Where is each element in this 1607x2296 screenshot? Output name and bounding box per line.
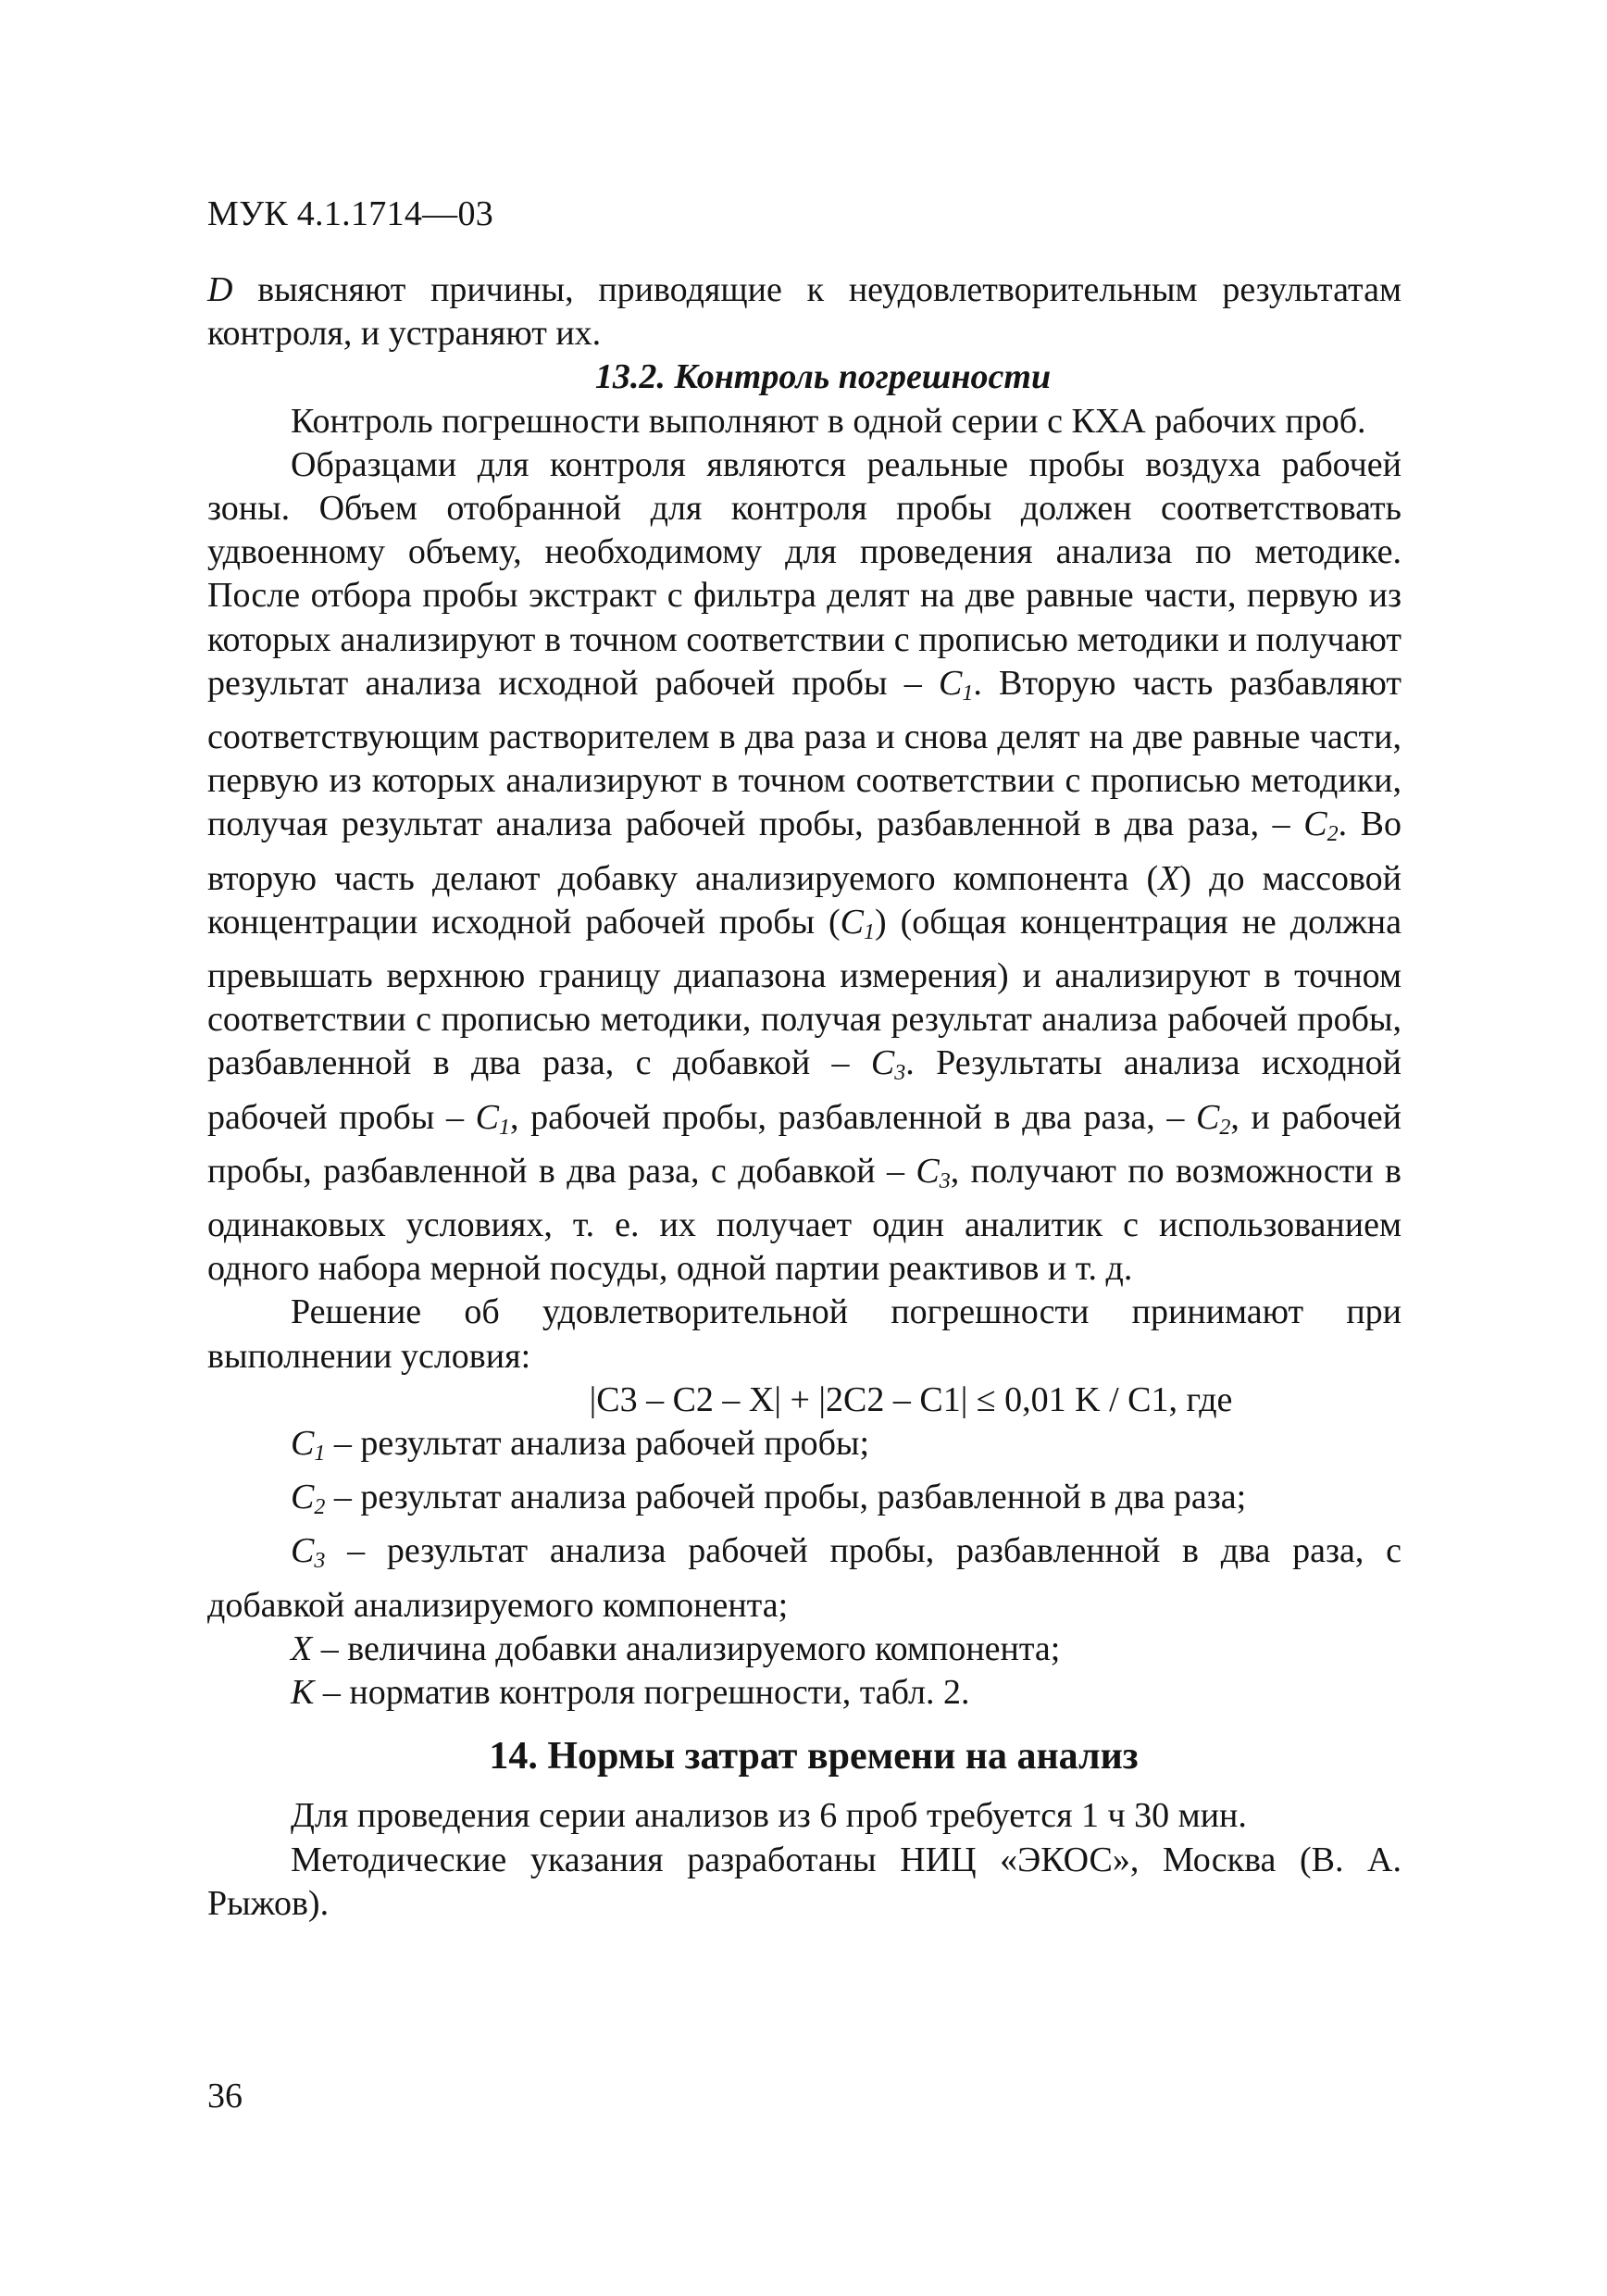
definition-k: K – норматив контроля погрешности, табл. 2. xyxy=(291,1673,970,1713)
definition-c2: $C_2$ – результат анализа рабочей пробы, разбавленной в два раза; xyxy=(291,1478,1247,1520)
definition-c1: $C_1$ – результат анализа рабочей пробы; xyxy=(291,1424,870,1466)
subsection-heading: 13.2. Контроль погрешности xyxy=(594,357,1052,397)
paragraph-authors: Методические указания разработаны НИЦ «ЭКОС», Москва (В. А. Рыжов). xyxy=(207,1840,1401,1923)
paragraph-control-series: Контроль погрешности выполняют в одной серии с КХА рабочих проб. xyxy=(291,401,1366,441)
running-header: МУК 4.1.1714—03 xyxy=(207,194,494,233)
page-content xyxy=(207,268,1401,1926)
paragraph-time-norms: Для проведения серии анализов из 6 проб требуется 1 ч 30 мин. xyxy=(291,1796,1247,1836)
section-heading: 14. Нормы затрат времени на анализ xyxy=(489,1735,1139,1778)
definition-x: X – величина добавки анализируемого компонента; xyxy=(291,1628,1061,1668)
paragraph-text: выясняют причины, приводящие к неудовлетворительным результатам контроля, и устраняют их. xyxy=(207,270,1401,354)
paragraph-continuation xyxy=(207,268,1401,356)
page-number: 36 xyxy=(207,2077,243,2115)
paragraph-decision-condition: Решение об удовлетворительной погрешности принимают при выполнении условия: xyxy=(207,1292,1401,1376)
variable-d: D xyxy=(207,270,233,309)
definition-c3: $C_3$ – результат анализа рабочей пробы, разбавленной в два раза, с добавкой анализируемого компонента; xyxy=(207,1531,1401,1625)
paragraph-control-procedure: Образцами для контроля являются реальные пробы воздуха рабочей зоны. Объем отобранной для контроля пробы должен соответствовать удвоенному объему, необходимому для проведения анализа по методике. После отбора пробы экстракт с фильтра делят на две равные части, первую из которых анализируют в точном соответствии с прописью методики и получают результат анализа исходной рабочей пробы – $C_1$. Вторую часть разбавляют соответствующим растворителем в два раза и снова делят на две равные части, первую из которых анализируют в точном соответствии с прописью методики, получая результат анализа рабочей пробы, разбавленной в два раза, – $C_2$. Во вторую часть делают добавку анализируемого компонента (X) до массовой концентрации исходной рабочей пробы $(C_1)$ (общая концентрация не должна превышать верхнюю границу диапазона измерения) и анализируют в точном соответствии с прописью методики, получая результат анализа рабочей пробы, разбавленной в два раза, с добавкой – $C_3$. Результаты анализа исходной рабочей пробы – $C_1$, рабочей пробы, разбавленной в два раза, – $C_2$, и рабочей пробы, разбавленной в два раза, с добавкой – $C_3$, получают по возможности в одинаковых условиях, т. е. их получает один аналитик с использованием одного набора мерной посуды, одной партии реактивов и т. д. xyxy=(207,444,1402,1289)
formula: |C3 – C2 – X| + |2C2 – C1| ≤ 0,01 K / C1, где xyxy=(589,1379,1233,1419)
